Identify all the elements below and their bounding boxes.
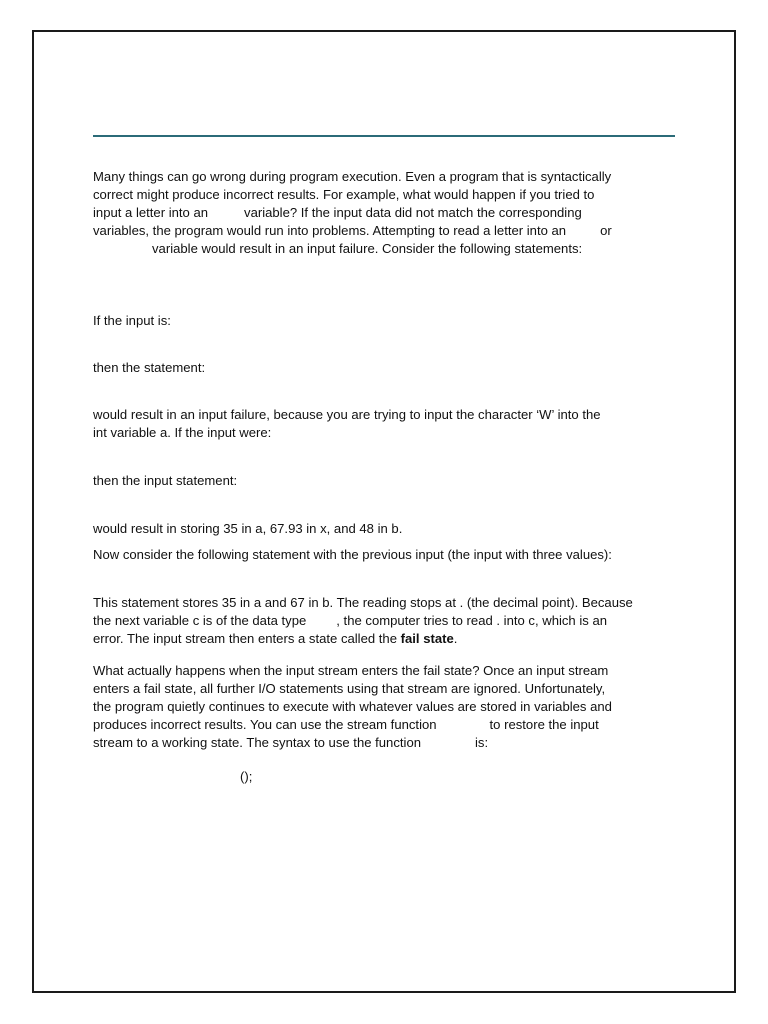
intro-line-4 xyxy=(93,222,683,240)
intro-line-2: correct might produce incorrect results. For example, what would happen if you tried to xyxy=(93,187,595,202)
what-line-2: enters a fail state, all further I/O statements using that stream are ignored. Unfortunately, xyxy=(93,681,606,696)
failure-line-1: would result in an input failure, because you are trying to input the character ‘W’ into the xyxy=(93,407,601,422)
what-line-4 xyxy=(93,716,683,734)
what-line-3: the program quietly continues to execute with whatever values are stored in variables and xyxy=(93,699,612,714)
what-line-4a: produces incorrect results. You can use the stream function xyxy=(93,717,437,732)
stores-line-2 xyxy=(93,612,683,630)
what-line-5 xyxy=(93,734,683,752)
intro-line-1: Many things can go wrong during program execution. Even a program that is syntactically xyxy=(93,169,612,184)
syntax-tail: (); xyxy=(240,769,253,784)
what-line-4b: to restore the input xyxy=(489,717,599,732)
intro-line-3a: input a letter into an xyxy=(93,205,209,220)
stores-line-3b: . xyxy=(453,631,458,646)
stores-line-3 xyxy=(93,630,683,648)
what-line-1: What actually happens when the input stream enters the fail state? Once an input stream xyxy=(93,663,609,678)
failure-line-2: int variable a. If the input were: xyxy=(93,425,272,440)
stores-line-2a: the next variable c is of the data type xyxy=(93,613,307,628)
then-statement-text: then the statement: xyxy=(93,360,206,375)
then-input-statement-text: then the input statement: xyxy=(93,473,238,488)
stores-paragraph xyxy=(93,594,683,648)
consider-text: Now consider the following statement with the previous input (the input with three values): xyxy=(93,547,612,562)
header-rule xyxy=(93,135,675,137)
stores-line-3a: error. The input stream then enters a state called the xyxy=(93,631,397,646)
stores-line-2b: , the computer tries to read . into c, which is an xyxy=(336,613,608,628)
what-happens-paragraph xyxy=(93,662,683,752)
intro-paragraph xyxy=(93,168,683,258)
intro-line-3 xyxy=(93,204,683,222)
storing-text: would result in storing 35 in a, 67.93 in x, and 48 in b. xyxy=(93,521,403,536)
fail-state-term: fail state xyxy=(400,631,454,646)
if-input-text: If the input is: xyxy=(93,313,171,328)
intro-line-4b: or xyxy=(600,223,612,238)
failure-paragraph xyxy=(93,406,683,442)
what-line-5b: is: xyxy=(475,735,489,750)
intro-line-5b: variable would result in an input failure. Consider the following statements: xyxy=(152,241,583,256)
intro-line-4a: variables, the program would run into problems. Attempting to read a letter into an xyxy=(93,223,567,238)
what-line-5a: stream to a working state. The syntax to use the function xyxy=(93,735,422,750)
intro-line-5 xyxy=(93,240,683,258)
intro-line-3b: variable? If the input data did not match the corresponding xyxy=(244,205,582,220)
stores-line-1: This statement stores 35 in a and 67 in b. The reading stops at . (the decimal point). Because xyxy=(93,595,633,610)
